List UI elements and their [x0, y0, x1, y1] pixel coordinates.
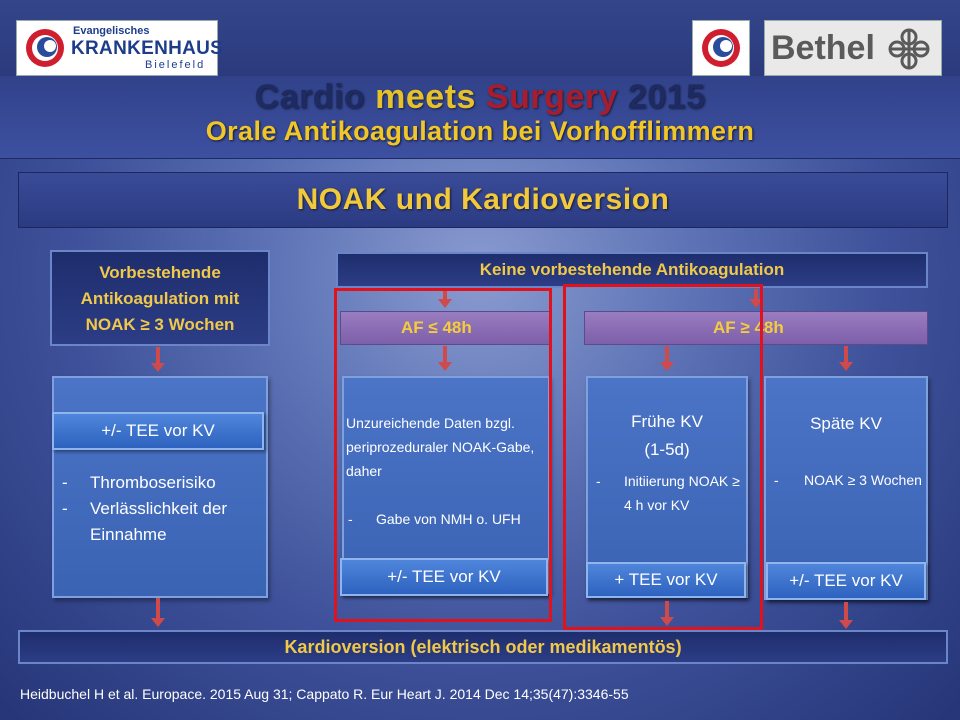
col3-title: Frühe KV [631, 412, 703, 431]
title-cardio: Cardio [254, 78, 366, 116]
col4-bullet-row [774, 468, 922, 492]
krankenhaus-logo [16, 20, 224, 76]
kardioversion-box: Kardioversion (elektrisch oder medikamentös) [18, 630, 948, 664]
bethel-cross-icon [887, 27, 931, 71]
col3-sub: (1-5d) [644, 440, 690, 459]
title-surgery: Surgery [485, 78, 618, 116]
left-header-line3: NOAK ≥ 3 Wochen [85, 315, 235, 334]
left-header-box [50, 250, 270, 346]
arrow-bottom-col4 [842, 602, 850, 629]
emblem-icon [699, 26, 743, 70]
dash: - [774, 472, 779, 488]
col4-title: Späte KV [810, 414, 882, 433]
highlight-frame-fruehe-kv [563, 284, 763, 630]
main-title [0, 78, 960, 117]
bethel-text: Bethel [771, 29, 875, 67]
dash: - [62, 499, 68, 518]
dash: - [62, 473, 68, 492]
col4-tee-bar: +/- TEE vor KV [766, 562, 926, 600]
subtitle: Orale Antikoagulation bei Vorhofflimmern [205, 116, 755, 146]
title-meets: meets [375, 78, 476, 116]
emblem-logo [692, 20, 750, 76]
af-le-label: AF ≤ 48h [401, 318, 472, 337]
right-header-box: Keine vorbestehende Antikoagulation [336, 252, 928, 288]
left-bullet-1-text: Thromboserisiko [90, 473, 216, 492]
krankenhaus-emblem-icon [23, 26, 67, 70]
highlight-frame-af-le [334, 288, 552, 622]
col4-bullet-text: NOAK ≥ 3 Wochen [804, 472, 922, 488]
citation: Heidbuchel H et al. Europace. 2015 Aug 31; Cappato R. Eur Heart J. 2014 Dec 14;35(47):3346-55 [20, 686, 629, 702]
arrow-bottom-col3 [663, 601, 671, 626]
title-year: 2015 [627, 78, 706, 116]
col2-bullet-text: Gabe von NMH o. UFH [376, 511, 521, 527]
left-header-line1: Vorbestehende [99, 263, 221, 282]
left-bullets [62, 470, 262, 548]
left-tee-bar: +/- TEE vor KV [52, 412, 264, 450]
left-bullet-2 [62, 496, 262, 548]
col2-tee-bar: +/- TEE vor KV [340, 558, 548, 596]
logo-line3: Bielefeld [145, 59, 206, 71]
dash: - [596, 473, 601, 489]
arrow-left-2 [154, 598, 162, 627]
col3-bullet-text: Initiierung NOAK ≥ 4 h vor KV [624, 473, 740, 513]
dash: - [348, 511, 353, 527]
left-bullet-1 [62, 470, 262, 496]
logo-line2: KRANKENHAUS [71, 38, 224, 59]
logo-line1: Evangelisches [73, 25, 150, 37]
col2-text: Unzureichende Daten bzgl. periprozeduraler NOAK-Gabe, daher [346, 415, 535, 479]
arrow-col4 [842, 346, 850, 371]
bethel-logo [764, 20, 942, 76]
col3-tee-bar: + TEE vor KV [586, 562, 746, 598]
left-header-line2: Antikoagulation mit [80, 289, 240, 308]
af-ge-label: AF ≥ 48h [713, 318, 784, 337]
arrow-left-1 [154, 347, 162, 372]
col4-bullet [774, 468, 922, 492]
section-title: NOAK und Kardioversion [18, 172, 948, 228]
left-bullet-2-text: Verlässlichkeit der Einnahme [90, 499, 228, 544]
